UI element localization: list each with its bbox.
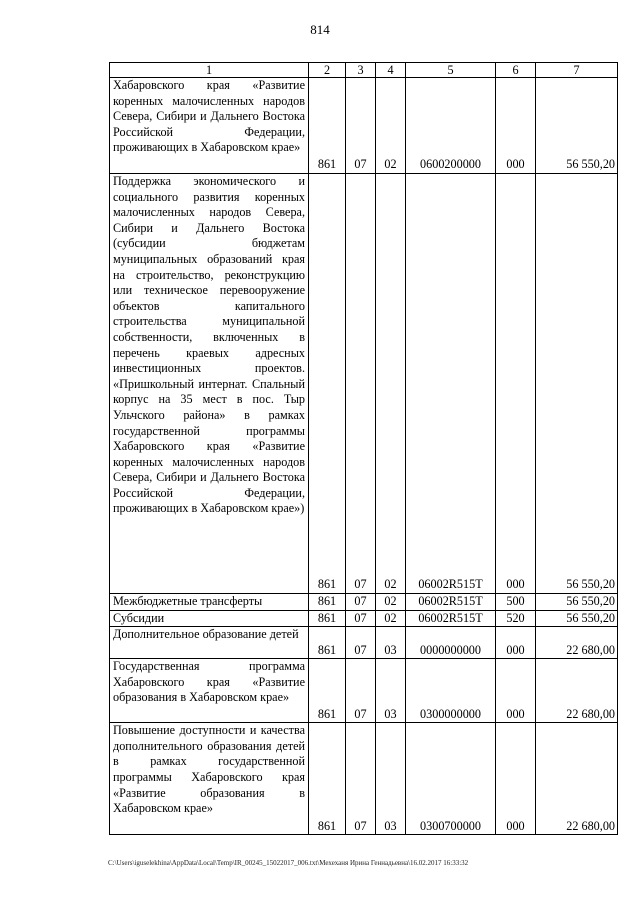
cell-col3: 07 bbox=[346, 723, 376, 835]
cell-col4: 03 bbox=[376, 723, 406, 835]
cell-col6: 000 bbox=[496, 627, 536, 659]
cell-col6: 000 bbox=[496, 174, 536, 594]
cell-col4: 02 bbox=[376, 610, 406, 627]
table-row bbox=[110, 723, 618, 835]
cell-col3: 07 bbox=[346, 627, 376, 659]
header-cell: 5 bbox=[406, 63, 496, 78]
row-name: Дополнительное образование детей bbox=[110, 627, 309, 659]
cell-col6: 000 bbox=[496, 659, 536, 723]
row-name: Поддержка экономического и социального развития коренных малочисленных народов Севера, Сибири и Дальнего Востока (субсидии бюджетам муниципальных образований края на строительство, реконструкцию или техническое перевооружение объектов капитального строительства муниципальной собственности, включенных в перечень краевых адресных инвестиционных проектов. «Пришкольный интернат. Спальный корпус на 35 мест в пос. Тыр Ульчского района» в рамках государственной программы Хабаровского края «Развитие коренных малочисленных народов Севера, Сибири и Дальнего Востока Российской Федерации, проживающих в Хабаровском крае») bbox=[110, 174, 309, 594]
table-row bbox=[110, 659, 618, 723]
cell-col2: 861 bbox=[309, 723, 346, 835]
table-header-row bbox=[110, 63, 618, 78]
cell-col7: 56 550,20 bbox=[536, 174, 618, 594]
cell-col7: 22 680,00 bbox=[536, 723, 618, 835]
budget-table bbox=[109, 62, 618, 835]
cell-col7: 56 550,20 bbox=[536, 594, 618, 611]
cell-col2: 861 bbox=[309, 627, 346, 659]
cell-col3: 07 bbox=[346, 78, 376, 174]
row-name: Хабаровского края «Развитие коренных малочисленных народов Севера, Сибири и Дальнего Востока Российской Федерации, проживающих в Хабаровском крае» bbox=[110, 78, 309, 174]
cell-col2: 861 bbox=[309, 594, 346, 611]
cell-col4: 02 bbox=[376, 78, 406, 174]
cell-col2: 861 bbox=[309, 659, 346, 723]
table-row bbox=[110, 78, 618, 174]
header-cell: 6 bbox=[496, 63, 536, 78]
cell-col3: 07 bbox=[346, 659, 376, 723]
cell-col5: 0300700000 bbox=[406, 723, 496, 835]
cell-col2: 861 bbox=[309, 610, 346, 627]
row-name: Повышение доступности и качества дополнительного образования детей в рамках государственной программы Хабаровского края «Развитие образования в Хабаровском крае» bbox=[110, 723, 309, 835]
cell-col5: 06002R515Т bbox=[406, 610, 496, 627]
cell-col5: 0000000000 bbox=[406, 627, 496, 659]
page-number: 814 bbox=[310, 22, 330, 37]
cell-col7: 56 550,20 bbox=[536, 78, 618, 174]
cell-col3: 07 bbox=[346, 594, 376, 611]
cell-col6: 000 bbox=[496, 723, 536, 835]
cell-col5: 0600200000 bbox=[406, 78, 496, 174]
cell-col2: 861 bbox=[309, 78, 346, 174]
cell-col6: 000 bbox=[496, 78, 536, 174]
cell-col4: 02 bbox=[376, 594, 406, 611]
cell-col7: 22 680,00 bbox=[536, 659, 618, 723]
table-row bbox=[110, 610, 618, 627]
row-name: Субсидии bbox=[110, 610, 309, 627]
cell-col5: 0300000000 bbox=[406, 659, 496, 723]
cell-col3: 07 bbox=[346, 610, 376, 627]
header-cell: 7 bbox=[536, 63, 618, 78]
cell-col5: 06002R515Т bbox=[406, 174, 496, 594]
table-row bbox=[110, 594, 618, 611]
cell-col4: 03 bbox=[376, 627, 406, 659]
header-cell: 3 bbox=[346, 63, 376, 78]
cell-col4: 02 bbox=[376, 174, 406, 594]
cell-col3: 07 bbox=[346, 174, 376, 594]
row-name: Межбюджетные трансферты bbox=[110, 594, 309, 611]
cell-col5: 06002R515Т bbox=[406, 594, 496, 611]
cell-col7: 22 680,00 bbox=[536, 627, 618, 659]
header-cell: 4 bbox=[376, 63, 406, 78]
cell-col4: 03 bbox=[376, 659, 406, 723]
table-row bbox=[110, 174, 618, 594]
file-path-footer: C:\Users\iguselekhina\AppData\Local\Temp\IR_00245_15022017_006.txt\Мехеханя Ирина Геннадьевна\16.02.2017 16:33:32 bbox=[108, 859, 469, 867]
row-name: Государственная программа Хабаровского края «Развитие образования в Хабаровском крае» bbox=[110, 659, 309, 723]
cell-col7: 56 550,20 bbox=[536, 610, 618, 627]
cell-col6: 500 bbox=[496, 594, 536, 611]
header-cell: 2 bbox=[309, 63, 346, 78]
table-row bbox=[110, 627, 618, 659]
cell-col6: 520 bbox=[496, 610, 536, 627]
cell-col2: 861 bbox=[309, 174, 346, 594]
header-cell: 1 bbox=[110, 63, 309, 78]
